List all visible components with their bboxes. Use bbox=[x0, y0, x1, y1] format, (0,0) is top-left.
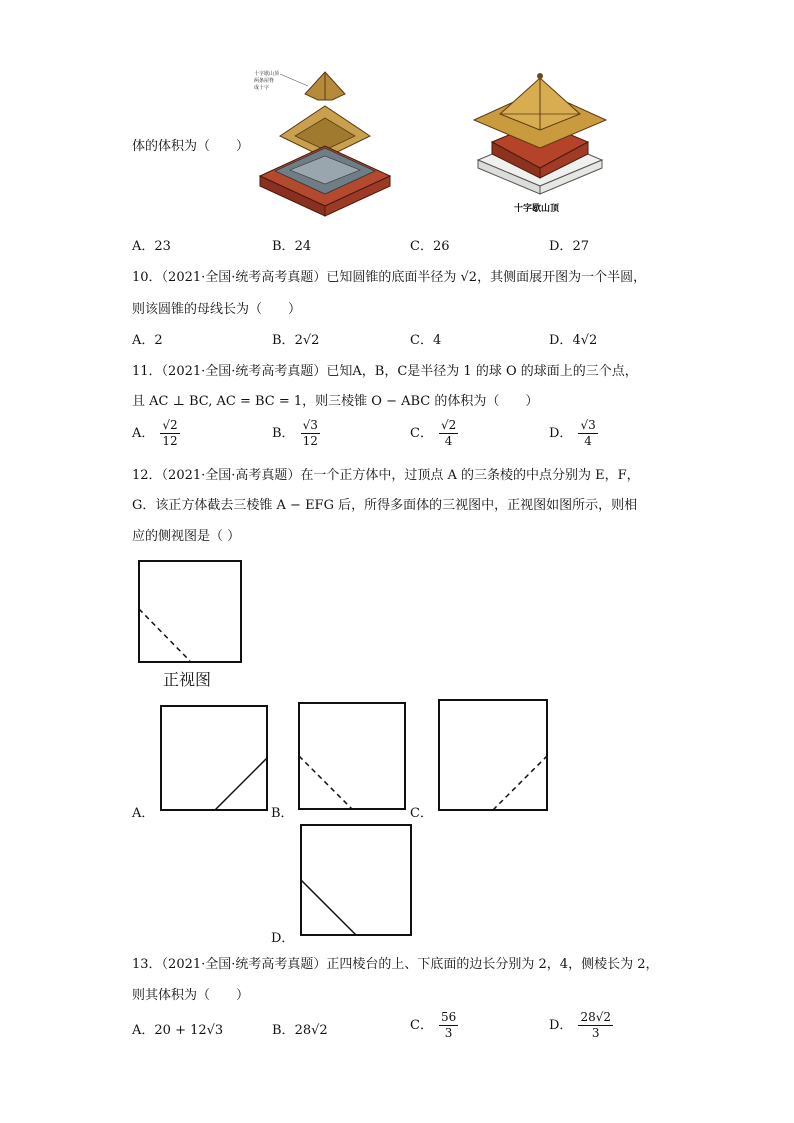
numerator: √3 bbox=[580, 418, 596, 432]
option-label: A． bbox=[132, 1023, 155, 1038]
q10-option-a[interactable] bbox=[132, 329, 163, 348]
q12-figure-c bbox=[438, 699, 548, 811]
numerator: 28√2 bbox=[580, 1010, 611, 1024]
q11-option-d[interactable] bbox=[549, 418, 598, 449]
option-label: D． bbox=[549, 426, 573, 441]
option-value: 26 bbox=[432, 239, 450, 254]
q11-stem-line-1: 11．（2021·全国·统考高考真题）已知A，B，C是半径为 1 的球 O 的球面上的三个点， bbox=[132, 364, 638, 379]
numerator: √2 bbox=[440, 418, 457, 432]
option-label: C． bbox=[410, 426, 433, 441]
palace-note-line-1: 十字歇山顶 bbox=[254, 71, 280, 77]
palace-note-line-2: 两条屋脊 bbox=[254, 78, 275, 84]
q11-option-c[interactable] bbox=[410, 418, 458, 449]
q12-option-c[interactable]: C． bbox=[410, 806, 433, 821]
q12-figure-d bbox=[300, 824, 412, 936]
q13-option-d[interactable] bbox=[549, 1010, 613, 1041]
fraction bbox=[439, 1010, 458, 1041]
fraction bbox=[578, 418, 597, 449]
front-view-figure bbox=[138, 560, 242, 664]
option-label: B． bbox=[272, 333, 295, 348]
option-value: 2 bbox=[154, 333, 163, 348]
option-label: A． bbox=[132, 426, 155, 441]
fraction bbox=[301, 418, 320, 449]
denominator: 4 bbox=[444, 434, 453, 448]
denominator: 3 bbox=[591, 1026, 600, 1040]
numerator: 56 bbox=[440, 1010, 457, 1024]
option-label: B． bbox=[272, 1023, 295, 1038]
q11-option-b[interactable] bbox=[272, 418, 320, 449]
option-value: 24 bbox=[294, 239, 312, 254]
option-value: 20 + 12√3 bbox=[154, 1023, 224, 1038]
q9-option-d[interactable] bbox=[549, 235, 589, 254]
option-value: 2√2 bbox=[294, 333, 320, 348]
option-value: 28√2 bbox=[294, 1023, 328, 1038]
q11-stem-line-2: 且 AC ⊥ BC, AC = BC = 1，则三棱锥 O − ABC 的体积为（ ） bbox=[132, 394, 539, 409]
numerator: √3 bbox=[302, 418, 318, 432]
option-label: C． bbox=[410, 239, 433, 254]
option-value: 27 bbox=[572, 239, 589, 254]
q11-option-a[interactable] bbox=[132, 418, 180, 449]
q12-option-b[interactable]: B． bbox=[271, 806, 294, 821]
q13-option-b[interactable] bbox=[272, 1019, 328, 1038]
cross-gable-roof-image bbox=[470, 68, 610, 218]
q10-option-b[interactable] bbox=[272, 329, 319, 348]
option-value: 23 bbox=[154, 239, 171, 254]
q10-option-c[interactable] bbox=[410, 329, 441, 348]
option-label: B． bbox=[272, 239, 295, 254]
q13-option-a[interactable] bbox=[132, 1019, 223, 1038]
fraction bbox=[439, 418, 458, 449]
q12-stem-line-1: 12．（2021·全国·高考真题）在一个正方体中，过顶点 A 的三条棱的中点分别为 E，F， bbox=[132, 468, 640, 483]
denominator: 3 bbox=[444, 1026, 453, 1040]
q9-option-a[interactable] bbox=[132, 235, 171, 254]
q12-figure-b bbox=[298, 702, 406, 810]
q12-figure-a bbox=[160, 705, 268, 811]
denominator: 12 bbox=[302, 434, 318, 448]
q13-option-c[interactable] bbox=[410, 1010, 458, 1041]
option-value: 4 bbox=[432, 333, 442, 348]
q9-option-c[interactable] bbox=[410, 235, 450, 254]
denominator: 4 bbox=[584, 434, 592, 448]
option-label: C． bbox=[410, 1018, 433, 1033]
option-value: 4√2 bbox=[572, 333, 598, 348]
palace-note-line-3: 成十字 bbox=[254, 85, 270, 91]
option-label: D． bbox=[549, 239, 573, 254]
fraction bbox=[578, 1010, 613, 1041]
q10-stem-line-1: 10．（2021·全国·统考高考真题）已知圆锥的底面半径为 √2，其侧面展开图为一个半圆， bbox=[132, 270, 647, 285]
q13-stem-line-2: 则其体积为（ ） bbox=[132, 988, 250, 1003]
front-view-label: 正视图 bbox=[163, 670, 212, 689]
q12-stem-line-3: 应的侧视图是（ ） bbox=[132, 529, 241, 544]
fraction bbox=[160, 418, 179, 449]
option-label: B． bbox=[272, 426, 295, 441]
roof-caption: 十字歇山顶 bbox=[514, 204, 560, 214]
denominator: 12 bbox=[162, 434, 178, 448]
numerator: √2 bbox=[162, 418, 178, 432]
palace-exploded-image bbox=[250, 66, 400, 216]
q10-stem-line-2: 则该圆锥的母线长为（ ） bbox=[132, 302, 302, 317]
q9-option-b[interactable] bbox=[272, 235, 311, 254]
q10-option-d[interactable] bbox=[549, 329, 597, 348]
option-label: A． bbox=[132, 239, 155, 254]
q12-option-a[interactable]: A． bbox=[132, 806, 155, 821]
q12-option-d[interactable]: D． bbox=[271, 931, 295, 946]
q9-tail-text: 体的体积为（ ） bbox=[132, 139, 250, 154]
option-label: C． bbox=[410, 333, 433, 348]
option-label: D． bbox=[549, 1018, 573, 1033]
q12-stem-line-2: G．该正方体截去三棱锥 A − EFG 后，所得多面体的三视图中，正视图如图所示，则相 bbox=[132, 498, 638, 513]
q13-stem-line-1: 13．（2021·全国·统考高考真题）正四棱台的上、下底面的边长分别为 2，4，侧棱长为 2， bbox=[132, 957, 659, 972]
option-label: D． bbox=[549, 333, 573, 348]
option-label: A． bbox=[132, 333, 155, 348]
